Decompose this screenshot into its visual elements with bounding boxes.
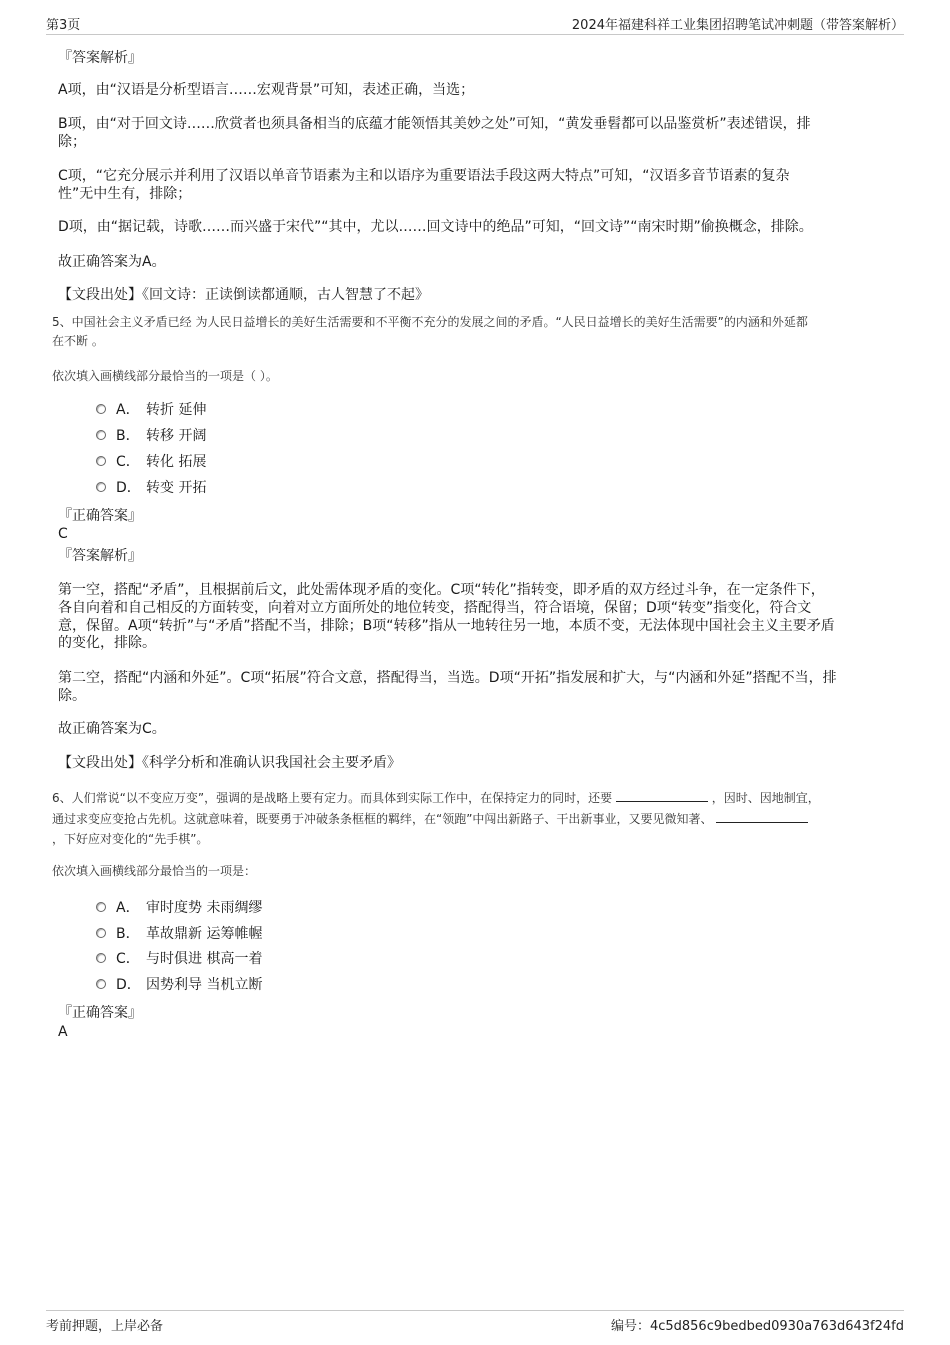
question-6-stem-line2 xyxy=(52,809,808,829)
option-text: 革故鼎新 运筹帷幄 xyxy=(146,926,263,942)
option-letter: C． xyxy=(116,454,140,470)
q5-analysis-p1: 第一空，搭配“矛盾”，且根据前后文，此处需体现矛盾的变化。C项“转化”指转变，即矛盾的双方经过斗争，在一定条件下， xyxy=(58,582,825,598)
q5-analysis-p2: 第二空，搭配“内涵和外延”。C项“拓展”符合文意，搭配得当，当选。D项“开拓”指发展和扩大，与“内涵和外延”搭配不当，排 xyxy=(58,670,837,686)
option-text: 转变 开拓 xyxy=(146,480,207,496)
radio-icon[interactable] xyxy=(96,482,106,492)
analysis-heading: 『答案解析』 xyxy=(58,50,142,66)
q5-option-a[interactable] xyxy=(96,400,206,420)
question-5-prompt: 依次填入画横线部分最恰当的一项是（ ）。 xyxy=(52,369,278,383)
page-header xyxy=(46,14,904,35)
q5-option-b[interactable] xyxy=(96,426,206,446)
option-letter: A． xyxy=(116,402,140,418)
page-number: 第3页 xyxy=(46,18,81,33)
q5-analysis-heading: 『答案解析』 xyxy=(58,548,142,564)
q6-option-d[interactable] xyxy=(96,975,262,995)
radio-icon[interactable] xyxy=(96,953,106,963)
q5-answer: C xyxy=(58,526,68,542)
q6-option-b[interactable] xyxy=(96,924,262,944)
footer-slogan: 考前押题，上岸必备 xyxy=(46,1319,164,1334)
question-6-stem-part1: 6、人们常说“以不变应万变”，强调的是战略上要有定力。而具体到实际工作中，在保持定力的同时，还要 xyxy=(52,791,613,805)
analysis-option-d: D项，由“据记载，诗歌……而兴盛于宋代”“其中，尤以……回文诗中的绝品”可知，“回文诗”“南宋时期”偷换概念，排除。 xyxy=(58,219,813,235)
radio-icon[interactable] xyxy=(96,979,106,989)
option-letter: D． xyxy=(116,480,141,496)
q5-analysis-source: 【文段出处】《科学分析和准确认识我国社会主要矛盾》 xyxy=(58,755,401,771)
option-text: 与时俱进 棋高一着 xyxy=(146,951,263,967)
document-code: 编号：4c5d856c9bedbed0930a763d643f24fd xyxy=(610,1319,904,1334)
analysis-option-c-cont: 性”无中生有，排除； xyxy=(58,186,192,202)
option-letter: D． xyxy=(116,977,141,993)
option-text: 因势利导 当机立断 xyxy=(146,977,263,993)
fill-blank-1 xyxy=(616,789,708,802)
radio-icon[interactable] xyxy=(96,902,106,912)
option-letter: C． xyxy=(116,951,140,967)
q5-analysis-p1-line2: 各自向着和自己相反的方面转变，向着对立方面所处的地位转变，搭配得当，符合语境，保留；D项“转变”指变化，符合文 xyxy=(58,600,812,616)
q5-option-d[interactable] xyxy=(96,478,206,498)
question-6-stem xyxy=(52,788,820,808)
option-text: 审时度势 未雨绸缪 xyxy=(146,900,263,916)
q5-analysis-conclusion: 故正确答案为C。 xyxy=(58,721,166,737)
radio-icon[interactable] xyxy=(96,456,106,466)
question-5-stem: 5、中国社会主义矛盾已经 为人民日益增长的美好生活需要和不平衡不充分的发展之间的矛盾。“人民日益增长的美好生活需要”的内涵和外延都 xyxy=(52,315,808,329)
option-letter: A． xyxy=(116,900,140,916)
question-6-stem-part2: ，因时、因地制宜， xyxy=(711,791,820,805)
q5-analysis-p2-line2: 除。 xyxy=(58,688,86,704)
question-6-stem-part3: 通过求变应变抢占先机。这就意味着，既要勇于冲破条条框框的羁绊，在“领跑”中闯出新路子、干出新事业，又要见微知著、 xyxy=(52,812,713,826)
q5-option-c[interactable] xyxy=(96,452,206,472)
option-letter: B． xyxy=(116,926,140,942)
analysis-option-b: B项，由“对于回文诗……欣赏者也须具备相当的底蕴才能领悟其美妙之处”可知，“黄发垂髫都可以品鉴赏析”表述错误，排 xyxy=(58,116,811,132)
q5-analysis-p1-line4: 的变化，排除。 xyxy=(58,635,156,651)
q6-option-c[interactable] xyxy=(96,949,262,969)
analysis-option-a: A项，由“汉语是分析型语言……宏观背景”可知，表述正确，当选； xyxy=(58,82,475,98)
fill-blank-2 xyxy=(716,810,808,823)
document-title: 2024年福建科祥工业集团招聘笔试冲刺题（带答案解析） xyxy=(571,18,904,33)
q5-analysis-p1-line3: 意，保留。A项“转折”与“矛盾”搭配不当，排除；B项“转移”指从一地转往另一地，本质不变，无法体现中国社会主义主要矛盾 xyxy=(58,618,835,634)
question-6-prompt: 依次填入画横线部分最恰当的一项是： xyxy=(52,864,257,878)
radio-icon[interactable] xyxy=(96,430,106,440)
analysis-source: 【文段出处】《回文诗：正读倒读都通顺，古人智慧了不起》 xyxy=(58,287,429,303)
question-5-stem-cont: 在不断 。 xyxy=(52,334,104,348)
radio-icon[interactable] xyxy=(96,928,106,938)
analysis-option-c: C项，“它充分展示并利用了汉语以单音节语素为主和以语序为重要语法手段这两大特点”可知，“汉语多音节语素的复杂 xyxy=(58,168,790,184)
option-letter: B． xyxy=(116,428,140,444)
q6-answer: A xyxy=(58,1024,68,1040)
q5-answer-heading: 『正确答案』 xyxy=(58,508,142,524)
question-6-stem-line3: ，下好应对变化的“先手棋”。 xyxy=(52,832,209,846)
radio-icon[interactable] xyxy=(96,404,106,414)
option-text: 转移 开阔 xyxy=(146,428,207,444)
q6-answer-heading: 『正确答案』 xyxy=(58,1005,142,1021)
page-footer xyxy=(46,1310,904,1335)
q6-option-a[interactable] xyxy=(96,898,262,918)
analysis-conclusion: 故正确答案为A。 xyxy=(58,254,166,270)
analysis-option-b-cont: 除； xyxy=(58,134,86,150)
option-text: 转化 拓展 xyxy=(146,454,207,470)
option-text: 转折 延伸 xyxy=(146,402,207,418)
